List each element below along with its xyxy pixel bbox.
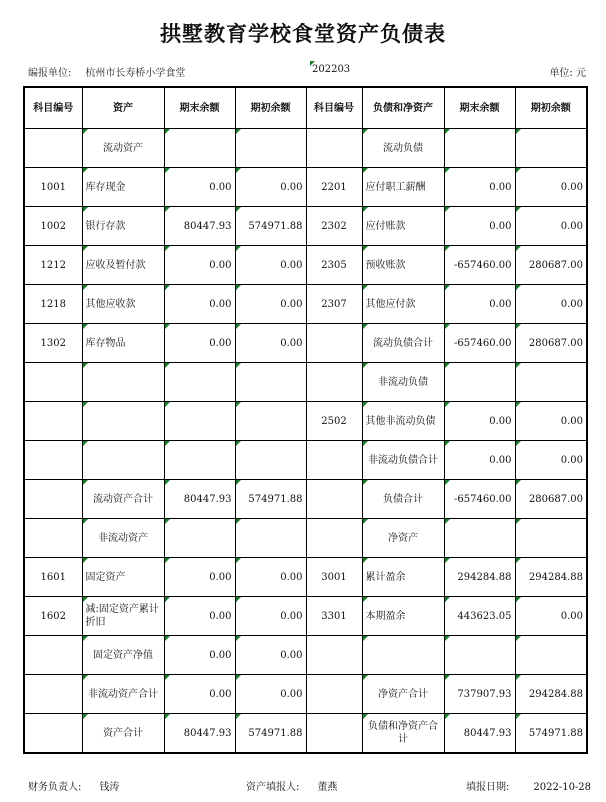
liability-name: 流动负债 bbox=[362, 129, 444, 168]
asset-opening-balance bbox=[235, 519, 306, 558]
column-header: 期初余额 bbox=[515, 87, 587, 129]
liability-ending-balance: 0.00 bbox=[444, 441, 515, 480]
asset-name: 非流动资产 bbox=[82, 519, 164, 558]
asset-opening-balance: 0.00 bbox=[235, 636, 306, 675]
account-code bbox=[24, 519, 82, 558]
asset-opening-balance bbox=[235, 402, 306, 441]
asset-name: 固定资产净值 bbox=[82, 636, 164, 675]
asset-name bbox=[82, 363, 164, 402]
asset-name: 资产合计 bbox=[82, 714, 164, 754]
finance-value: 钱涛 bbox=[99, 782, 120, 793]
liability-ending-balance: 0.00 bbox=[444, 402, 515, 441]
liability-ending-balance: 294284.88 bbox=[444, 558, 515, 597]
org-value: 杭州市长寿桥小学食堂 bbox=[85, 68, 186, 79]
account-code bbox=[24, 636, 82, 675]
liability-name: 应付账款 bbox=[362, 207, 444, 246]
table-row bbox=[24, 714, 587, 754]
liability-ending-balance: 0.00 bbox=[444, 207, 515, 246]
unit-label: 单位: bbox=[549, 68, 573, 79]
account-code bbox=[24, 480, 82, 519]
asset-ending-balance: 80447.93 bbox=[164, 207, 235, 246]
liability-name: 本期盈余 bbox=[362, 597, 444, 636]
liability-name: 净资产合计 bbox=[362, 675, 444, 714]
asset-ending-balance: 0.00 bbox=[164, 285, 235, 324]
account-code bbox=[306, 636, 362, 675]
asset-name: 库存物品 bbox=[82, 324, 164, 363]
table-row bbox=[24, 480, 587, 519]
table-row bbox=[24, 246, 587, 285]
date-label: 填报日期: bbox=[466, 782, 510, 793]
table-header-row bbox=[24, 87, 587, 129]
account-code: 2502 bbox=[306, 402, 362, 441]
asset-opening-balance: 0.00 bbox=[235, 168, 306, 207]
report-title: 拱墅教育学校食堂资产负债表 bbox=[160, 22, 446, 46]
table-row bbox=[24, 168, 587, 207]
asset-opening-balance bbox=[235, 129, 306, 168]
liability-name: 应付职工薪酬 bbox=[362, 168, 444, 207]
asset-name: 应收及暂付款 bbox=[82, 246, 164, 285]
liability-opening-balance bbox=[515, 636, 587, 675]
asset-opening-balance: 574971.88 bbox=[235, 480, 306, 519]
account-code: 3301 bbox=[306, 597, 362, 636]
asset-ending-balance bbox=[164, 402, 235, 441]
account-code: 2305 bbox=[306, 246, 362, 285]
account-code bbox=[24, 129, 82, 168]
table-row bbox=[24, 324, 587, 363]
liability-opening-balance: 0.00 bbox=[515, 207, 587, 246]
liability-name: 其他应付款 bbox=[362, 285, 444, 324]
liability-opening-balance: 0.00 bbox=[515, 441, 587, 480]
liability-name: 流动负债合计 bbox=[362, 324, 444, 363]
asset-name bbox=[82, 402, 164, 441]
liability-opening-balance bbox=[515, 129, 587, 168]
finance-officer bbox=[28, 778, 119, 793]
asset-ending-balance: 0.00 bbox=[164, 246, 235, 285]
asset-ending-balance bbox=[164, 129, 235, 168]
asset-opening-balance: 0.00 bbox=[235, 558, 306, 597]
account-code bbox=[24, 363, 82, 402]
account-code bbox=[306, 480, 362, 519]
account-code: 1218 bbox=[24, 285, 82, 324]
account-code: 1302 bbox=[24, 324, 82, 363]
account-code bbox=[24, 441, 82, 480]
asset-opening-balance bbox=[235, 441, 306, 480]
liability-ending-balance bbox=[444, 636, 515, 675]
column-header: 科目编号 bbox=[24, 87, 82, 129]
date-value: 2022-10-28 bbox=[533, 782, 592, 793]
asset-opening-balance: 0.00 bbox=[235, 246, 306, 285]
liability-opening-balance: 0.00 bbox=[515, 597, 587, 636]
finance-label: 财务负责人: bbox=[28, 782, 82, 793]
asset-ending-balance: 0.00 bbox=[164, 324, 235, 363]
liability-ending-balance: 0.00 bbox=[444, 285, 515, 324]
account-code bbox=[306, 129, 362, 168]
liability-opening-balance: 280687.00 bbox=[515, 324, 587, 363]
asset-name bbox=[82, 441, 164, 480]
liability-name: 其他非流动负债 bbox=[362, 402, 444, 441]
liability-name bbox=[362, 636, 444, 675]
account-code: 2302 bbox=[306, 207, 362, 246]
account-code bbox=[306, 675, 362, 714]
liability-opening-balance bbox=[515, 363, 587, 402]
account-code bbox=[306, 714, 362, 754]
liability-opening-balance: 574971.88 bbox=[515, 714, 587, 754]
asset-opening-balance: 0.00 bbox=[235, 285, 306, 324]
account-code bbox=[24, 402, 82, 441]
column-header: 资产 bbox=[82, 87, 164, 129]
column-header: 期初余额 bbox=[235, 87, 306, 129]
liability-opening-balance bbox=[515, 519, 587, 558]
report-date bbox=[466, 778, 591, 793]
account-code bbox=[306, 519, 362, 558]
table-row bbox=[24, 558, 587, 597]
asset-ending-balance: 80447.93 bbox=[164, 714, 235, 754]
asset-ending-balance bbox=[164, 441, 235, 480]
table-row bbox=[24, 597, 587, 636]
asset-name: 银行存款 bbox=[82, 207, 164, 246]
liability-ending-balance bbox=[444, 519, 515, 558]
asset-ending-balance: 0.00 bbox=[164, 597, 235, 636]
account-code bbox=[24, 714, 82, 754]
asset-name: 库存现金 bbox=[82, 168, 164, 207]
asset-opening-balance: 574971.88 bbox=[235, 714, 306, 754]
asset-name: 减:固定资产累计折旧 bbox=[82, 597, 164, 636]
balance-sheet-table bbox=[23, 86, 588, 754]
liability-ending-balance: 0.00 bbox=[444, 168, 515, 207]
asset-opening-balance: 574971.88 bbox=[235, 207, 306, 246]
period: 202203 bbox=[312, 64, 351, 75]
account-code bbox=[306, 441, 362, 480]
account-code bbox=[306, 363, 362, 402]
asset-name: 流动资产 bbox=[82, 129, 164, 168]
asset-ending-balance: 0.00 bbox=[164, 636, 235, 675]
table-row bbox=[24, 207, 587, 246]
table-row bbox=[24, 675, 587, 714]
liability-opening-balance: 280687.00 bbox=[515, 480, 587, 519]
table-row bbox=[24, 441, 587, 480]
column-header: 科目编号 bbox=[306, 87, 362, 129]
liability-opening-balance: 0.00 bbox=[515, 168, 587, 207]
asset-name: 非流动资产合计 bbox=[82, 675, 164, 714]
liability-opening-balance: 294284.88 bbox=[515, 675, 587, 714]
asset-opening-balance: 0.00 bbox=[235, 597, 306, 636]
liability-opening-balance: 294284.88 bbox=[515, 558, 587, 597]
account-code: 1002 bbox=[24, 207, 82, 246]
preparer-label: 资产填报人: bbox=[246, 782, 300, 793]
column-header: 期末余额 bbox=[444, 87, 515, 129]
table-row bbox=[24, 285, 587, 324]
asset-ending-balance bbox=[164, 519, 235, 558]
liability-name: 非流动负债合计 bbox=[362, 441, 444, 480]
org-info bbox=[28, 64, 185, 79]
liability-opening-balance: 0.00 bbox=[515, 402, 587, 441]
account-code: 1001 bbox=[24, 168, 82, 207]
asset-name: 其他应收款 bbox=[82, 285, 164, 324]
liability-name: 累计盈余 bbox=[362, 558, 444, 597]
liability-ending-balance: -657460.00 bbox=[444, 480, 515, 519]
preparer-value: 董燕 bbox=[317, 782, 338, 793]
column-header: 负债和净资产 bbox=[362, 87, 444, 129]
liability-name: 负债合计 bbox=[362, 480, 444, 519]
table-row bbox=[24, 129, 587, 168]
liability-ending-balance: 737907.93 bbox=[444, 675, 515, 714]
unit-value: 元 bbox=[576, 68, 586, 79]
liability-opening-balance: 0.00 bbox=[515, 285, 587, 324]
table-row bbox=[24, 402, 587, 441]
liability-name: 负债和净资产合计 bbox=[362, 714, 444, 754]
liability-ending-balance: 80447.93 bbox=[444, 714, 515, 754]
table-row bbox=[24, 519, 587, 558]
account-code bbox=[24, 675, 82, 714]
liability-ending-balance: 443623.05 bbox=[444, 597, 515, 636]
asset-ending-balance: 0.00 bbox=[164, 168, 235, 207]
asset-opening-balance: 0.00 bbox=[235, 675, 306, 714]
account-code: 1601 bbox=[24, 558, 82, 597]
account-code: 3001 bbox=[306, 558, 362, 597]
liability-ending-balance: -657460.00 bbox=[444, 246, 515, 285]
asset-ending-balance: 0.00 bbox=[164, 675, 235, 714]
account-code bbox=[306, 324, 362, 363]
account-code: 1212 bbox=[24, 246, 82, 285]
asset-ending-balance: 0.00 bbox=[164, 558, 235, 597]
asset-opening-balance: 0.00 bbox=[235, 324, 306, 363]
liability-name: 非流动负债 bbox=[362, 363, 444, 402]
account-code: 2201 bbox=[306, 168, 362, 207]
asset-ending-balance: 80447.93 bbox=[164, 480, 235, 519]
table-row bbox=[24, 363, 587, 402]
liability-ending-balance bbox=[444, 363, 515, 402]
account-code: 2307 bbox=[306, 285, 362, 324]
liability-name: 净资产 bbox=[362, 519, 444, 558]
liability-name: 预收账款 bbox=[362, 246, 444, 285]
asset-name: 流动资产合计 bbox=[82, 480, 164, 519]
asset-ending-balance bbox=[164, 363, 235, 402]
account-code: 1602 bbox=[24, 597, 82, 636]
asset-name: 固定资产 bbox=[82, 558, 164, 597]
table-row bbox=[24, 636, 587, 675]
preparer bbox=[246, 778, 337, 793]
liability-ending-balance: -657460.00 bbox=[444, 324, 515, 363]
org-label: 编报单位: bbox=[28, 68, 72, 79]
liability-ending-balance bbox=[444, 129, 515, 168]
unit-info bbox=[549, 64, 586, 79]
liability-opening-balance: 280687.00 bbox=[515, 246, 587, 285]
column-header: 期末余额 bbox=[164, 87, 235, 129]
asset-opening-balance bbox=[235, 363, 306, 402]
